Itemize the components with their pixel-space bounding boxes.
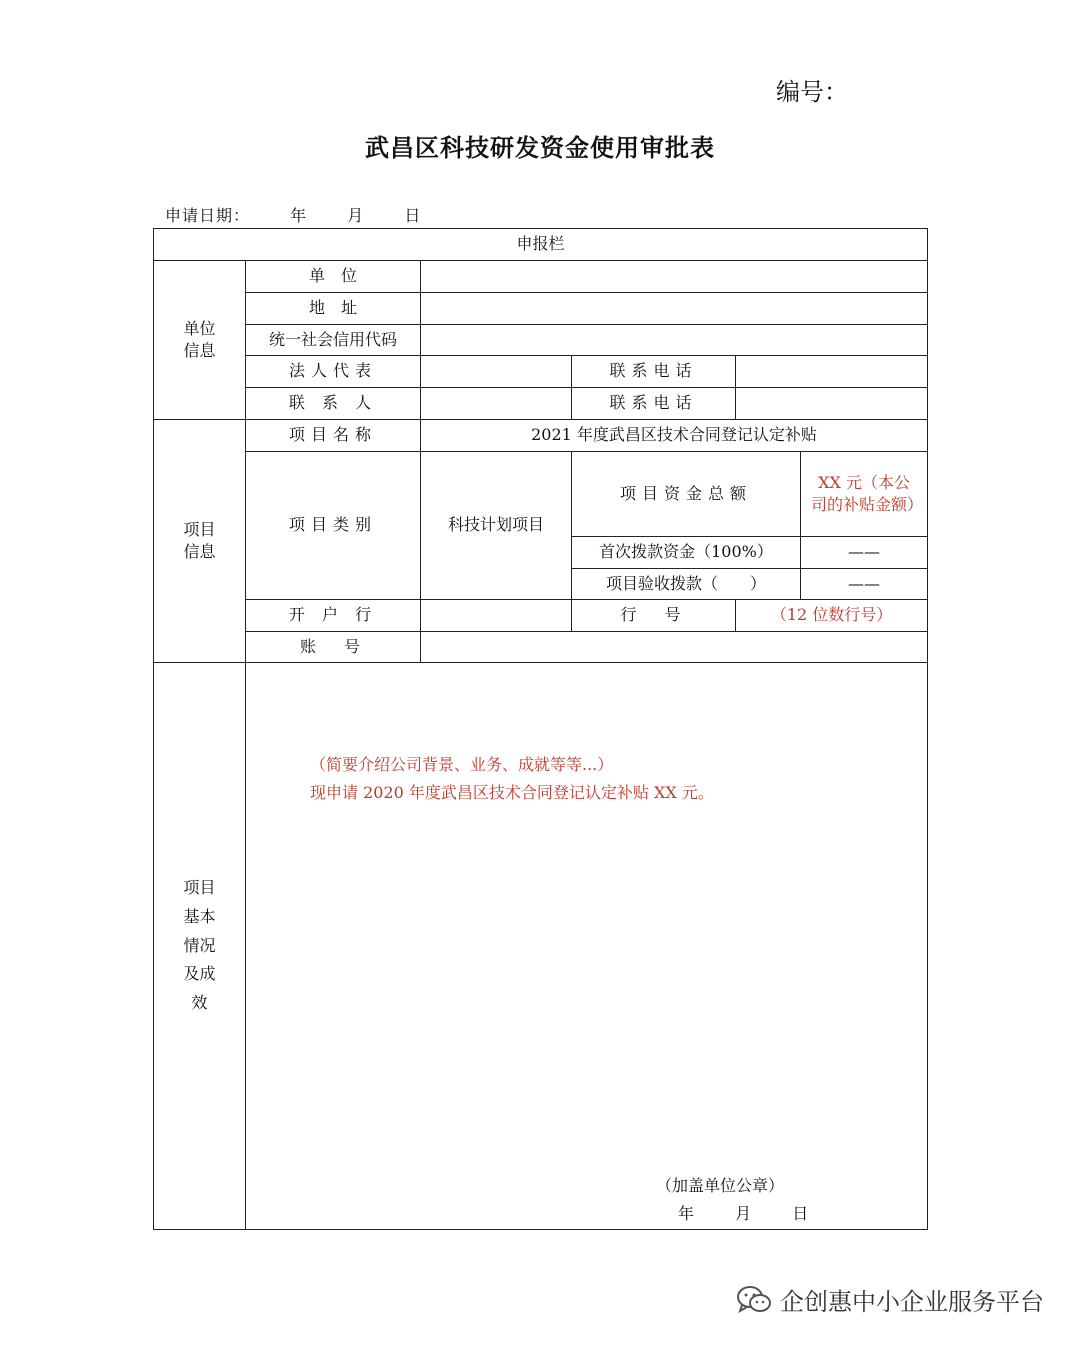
bank-value-cell[interactable] <box>421 600 572 632</box>
first-payment-value: —— <box>801 537 928 569</box>
date-day: 日 <box>404 206 422 225</box>
unit-info-group-label: 单位 信息 <box>154 261 246 420</box>
intro-text <box>310 751 714 807</box>
bank-number-label: 行 号 <box>572 600 736 632</box>
unit-value-cell[interactable] <box>421 261 928 293</box>
account-label: 账 号 <box>246 632 421 663</box>
project-category-label: 项目类别 <box>246 452 421 600</box>
contact-person-value-cell[interactable] <box>421 388 572 420</box>
stamp-date <box>678 1203 844 1225</box>
project-info-group-label: 项目 信息 <box>154 420 246 663</box>
application-date-line <box>165 203 455 226</box>
bank-label: 开 户 行 <box>246 600 421 632</box>
acceptance-payment-value: —— <box>801 569 928 600</box>
contact-phone-value-cell-1[interactable] <box>736 356 928 388</box>
date-label: 申请日期： <box>165 206 251 225</box>
legal-rep-value-cell[interactable] <box>421 356 572 388</box>
form-number-label: 编号： <box>776 78 848 106</box>
date-year: 年 <box>290 206 308 225</box>
credit-code-label: 统一社会信用代码 <box>246 325 421 356</box>
watermark <box>736 1282 1044 1317</box>
basic-info-content[interactable] <box>246 663 928 1230</box>
contact-phone-label-2: 联系电话 <box>572 388 736 420</box>
project-name-label: 项目名称 <box>246 420 421 452</box>
section-header: 申报栏 <box>154 229 928 261</box>
unit-label: 单 位 <box>246 261 421 293</box>
contact-person-label: 联 系 人 <box>246 388 421 420</box>
first-payment-label: 首次拨款资金（100%） <box>572 537 801 569</box>
address-label: 地 址 <box>246 293 421 325</box>
credit-code-value-cell[interactable] <box>421 325 928 356</box>
legal-rep-label: 法人代表 <box>246 356 421 388</box>
acceptance-payment-label: 项目验收拨款（ ） <box>572 569 801 600</box>
stamp-day: 日 <box>792 1204 809 1223</box>
project-category-value: 科技计划项目 <box>421 452 572 600</box>
wechat-icon <box>736 1284 772 1316</box>
stamp-month: 月 <box>735 1204 752 1223</box>
address-value-cell[interactable] <box>421 293 928 325</box>
document-title: 武昌区科技研发资金使用审批表 <box>365 133 715 162</box>
account-value-cell[interactable] <box>421 632 928 663</box>
contact-phone-label-1: 联系电话 <box>572 356 736 388</box>
contact-phone-value-cell-2[interactable] <box>736 388 928 420</box>
date-month: 月 <box>347 206 365 225</box>
total-funding-value: XX 元（本公司的补贴金额） <box>801 452 928 537</box>
bank-number-value: （12 位数行号） <box>736 600 928 632</box>
intro-line-2: 现申请 2020 年度武昌区技术合同登记认定补贴 XX 元。 <box>310 783 714 802</box>
approval-form-table <box>153 228 928 1230</box>
stamp-year: 年 <box>678 1204 695 1223</box>
total-funding-label: 项目资金总额 <box>572 452 801 537</box>
basic-info-label: 项目 基本 情况 及成 效 <box>154 663 246 1230</box>
intro-line-1: （简要介绍公司背景、业务、成就等等...） <box>310 755 614 774</box>
project-name-value: 2021 年度武昌区技术合同登记认定补贴 <box>421 420 928 452</box>
stamp-label: （加盖单位公章） <box>656 1176 785 1195</box>
watermark-text: 企创惠中小企业服务平台 <box>780 1288 1044 1316</box>
